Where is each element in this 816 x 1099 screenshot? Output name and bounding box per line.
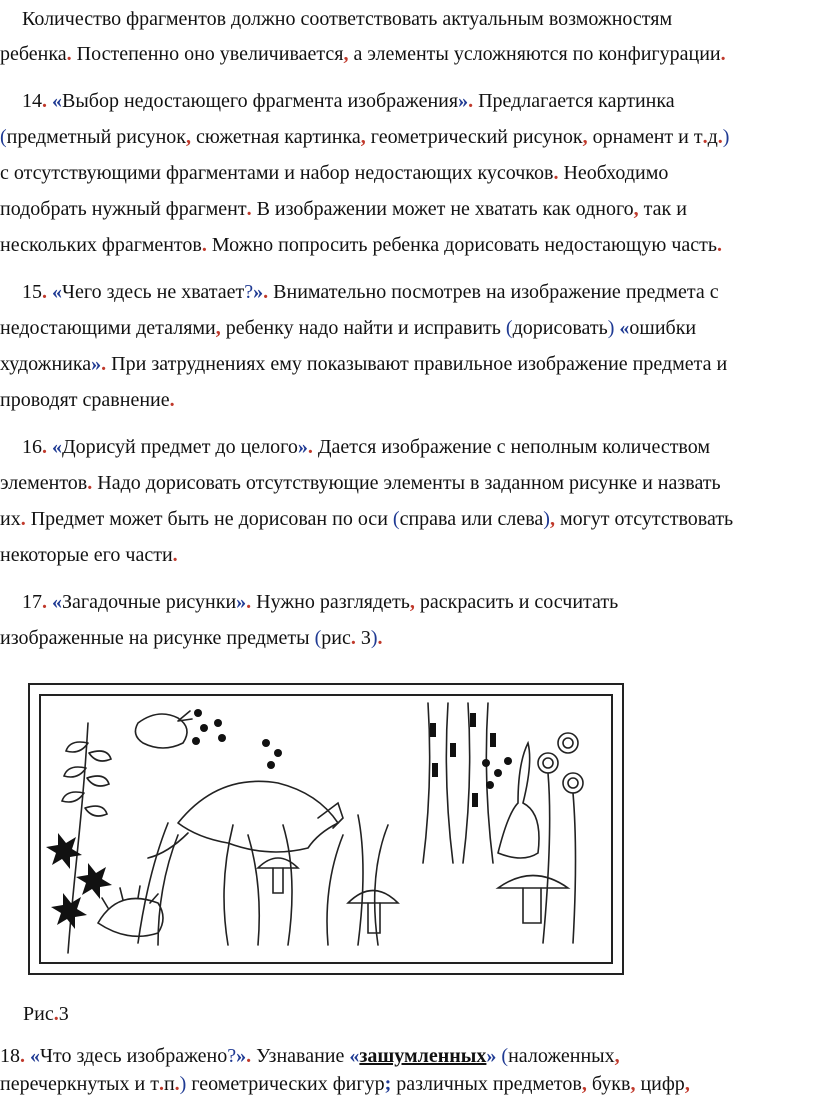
item-15-line-1: 15. «Чего здесь не хватает?». Внимательно посмотрев на изображение предмета с bbox=[22, 281, 719, 303]
intro-line-1: Количество фрагментов должно соответствовать актуальным возможностям bbox=[22, 8, 673, 30]
item-14-line-4: подобрать нужный фрагмент. В изображении может не хватать как одного, так и bbox=[0, 198, 687, 220]
figure-caption: Рис.3 bbox=[23, 1003, 69, 1025]
intro-line-2: ребенка. Постепенно оно увеличивается, а элементы усложняются по конфигурации. bbox=[0, 43, 726, 65]
item-14-line-5: нескольких фрагментов. Можно попросить ребенка дорисовать недостающую часть. bbox=[0, 234, 723, 256]
item-18-line-1: 18. «Что здесь изображено?». Узнавание «зашумленных» (наложенных, bbox=[0, 1045, 620, 1067]
item-number: 17 bbox=[22, 591, 42, 613]
item-16-line-3: их. Предмет может быть не дорисован по оси (справа или слева), могут отсутствовать bbox=[0, 508, 734, 530]
item-number: 15 bbox=[22, 281, 42, 303]
item-15-line-2: недостающими деталями, ребенку надо найти и исправить (дорисовать) «ошибки bbox=[0, 317, 697, 339]
item-17-line-2: изображенные на рисунке предметы (рис. 3). bbox=[0, 627, 383, 649]
item-16-line-2: элементов. Надо дорисовать отсутствующие элементы в заданном рисунке и назвать bbox=[0, 472, 721, 494]
item-18-line-2: перечеркнутых и т.п.) геометрических фигур; различных предметов, букв, цифр, bbox=[0, 1073, 690, 1095]
item-title: Загадочные рисунки bbox=[62, 591, 237, 613]
item-14-line-1: 14. «Выбор недостающего фрагмента изображения». Предлагается картинка bbox=[22, 90, 675, 112]
item-17-line-1: 17. «Загадочные рисунки». Нужно разглядеть, раскрасить и сосчитать bbox=[22, 591, 619, 613]
item-title: Что здесь изображено bbox=[40, 1045, 228, 1067]
item-15-line-3: художника». При затруднениях ему показывают правильное изображение предмета и bbox=[0, 353, 728, 375]
item-number: 14 bbox=[22, 90, 42, 112]
item-number: 16 bbox=[22, 436, 42, 458]
item-title: Выбор недостающего фрагмента изображения bbox=[62, 90, 459, 112]
item-title: Дорисуй предмет до целого bbox=[62, 436, 298, 458]
item-number: 18 bbox=[0, 1045, 20, 1067]
item-16-line-4: некоторые его части. bbox=[0, 544, 178, 566]
item-15-line-4: проводят сравнение. bbox=[0, 389, 175, 411]
item-14-line-3: с отсутствующими фрагментами и набор недостающих кусочков. Необходимо bbox=[0, 162, 669, 184]
item-title: Чего здесь не хватает bbox=[62, 281, 245, 303]
item-16-line-1: 16. «Дорисуй предмет до целого». Дается изображение с неполным количеством bbox=[22, 436, 711, 458]
item-14-line-2: (предметный рисунок, сюжетная картинка, геометрический рисунок, орнамент и т.д.) bbox=[0, 126, 730, 148]
puzzle-picture-figure bbox=[28, 683, 624, 975]
